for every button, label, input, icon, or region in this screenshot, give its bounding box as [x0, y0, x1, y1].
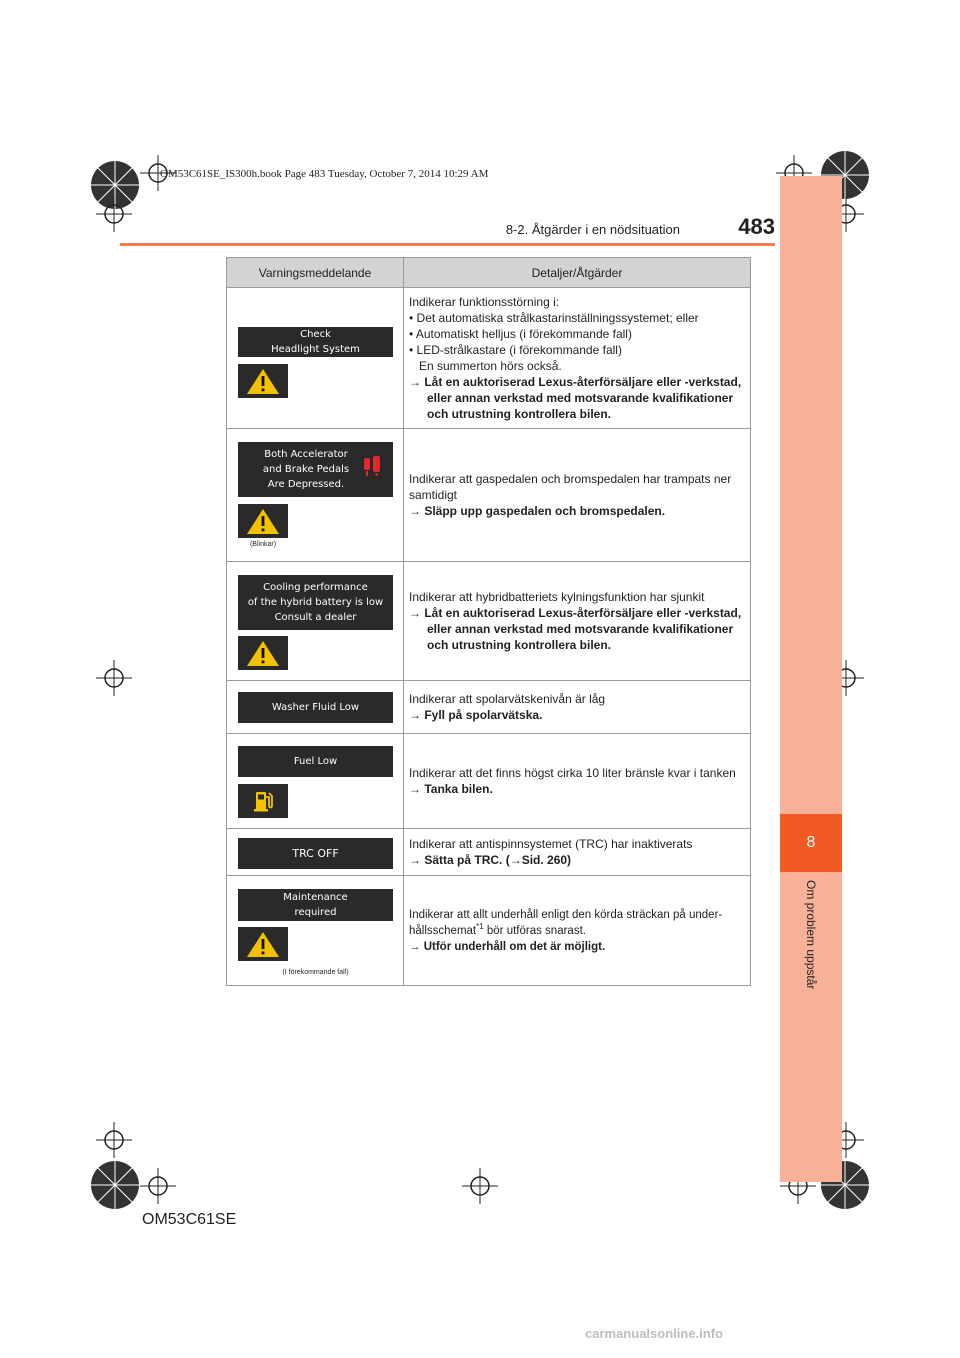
- display-message-line: Headlight System: [271, 344, 360, 355]
- page-number: 483: [738, 214, 775, 239]
- display-message-line: Are Depressed.: [267, 479, 345, 490]
- display-message-line: Both Accelerator: [264, 449, 348, 460]
- table-row: [227, 876, 751, 986]
- chapter-number-tab[interactable]: 8: [780, 814, 842, 872]
- chapter-title: Om problem uppstår: [804, 880, 818, 990]
- display-message: [238, 746, 393, 777]
- detail-action: → Utför underhåll om det är möjligt.: [409, 940, 606, 953]
- arrow-right-icon: →: [409, 940, 421, 953]
- warning-triangle-icon: [238, 364, 288, 398]
- display-message-line: Washer Fluid Low: [271, 702, 360, 713]
- warning-triangle-icon: [238, 927, 288, 961]
- details-cell: [404, 829, 751, 876]
- arrow-right-icon: →: [409, 853, 421, 867]
- chapter-title-tab[interactable]: [780, 880, 842, 1020]
- footnote-marker[interactable]: *1: [476, 921, 484, 931]
- warning-triangle-icon: [238, 636, 288, 670]
- display-message: [238, 442, 393, 497]
- details-cell: [404, 288, 751, 429]
- table-row: [227, 288, 751, 429]
- table-row: [227, 734, 751, 829]
- detail-action: → Låt en auktoriserad Lexus-återförsäljare eller -verkstad, eller annan verkstad med motsvarande kvalifikationer och utrustning kontrollera bilen.: [409, 375, 742, 421]
- crosshair-mark-icon: [140, 1168, 176, 1204]
- detail-bullet: • LED-strålkastare (i förekommande fall): [409, 342, 744, 358]
- page-reference-link[interactable]: Sid. 260): [521, 853, 572, 867]
- detail-text: Indikerar att antispinnsystemet (TRC) har inaktiverats: [409, 837, 693, 851]
- detail-text: En summerton hörs också.: [419, 359, 562, 373]
- display-message-line: Consult a dealer: [274, 612, 357, 623]
- display-message-line: and Brake Pedals: [262, 464, 350, 475]
- detail-action: → Låt en auktoriserad Lexus-återförsäljare eller -verkstad, eller annan verkstad med motsvarande kvalifikationer och utrustning kontrollera bilen.: [409, 606, 742, 652]
- pedals-icon: [361, 454, 383, 478]
- arrow-right-icon: →: [409, 782, 421, 796]
- display-message-line: Maintenance: [283, 892, 348, 903]
- detail-text: Indikerar att spolarvätskenivån är låg: [409, 692, 606, 706]
- details-cell: [404, 562, 751, 681]
- display-message-line: Check: [300, 329, 331, 340]
- crosshair-mark-icon: [96, 660, 132, 696]
- arrow-right-icon: →: [409, 375, 421, 389]
- crosshair-mark-icon: [462, 1168, 498, 1204]
- display-message-line: TRC OFF: [292, 847, 339, 860]
- crosshair-mark-icon: [96, 196, 132, 232]
- chapter-side-band: [780, 176, 842, 1182]
- details-cell: [404, 876, 751, 986]
- manual-code: OM53C61SE: [142, 1211, 237, 1228]
- detail-action: → Släpp upp gaspedalen och bromspedalen.: [409, 504, 666, 518]
- arrow-right-icon: →: [409, 606, 421, 620]
- warning-triangle-icon[interactable]: [238, 504, 288, 538]
- table-row: [227, 829, 751, 876]
- header-rule: [120, 243, 775, 246]
- warning-visual-cell: [227, 681, 404, 734]
- detail-text: Indikerar funktionsstörning i:: [409, 295, 560, 309]
- table-row: [227, 681, 751, 734]
- display-message: [238, 327, 393, 357]
- detail-text: Indikerar att hybridbatteriets kylningsfunktion har sjunkit: [409, 590, 705, 604]
- book-stamp: OM53C61SE_IS300h.book Page 483 Tuesday, October 7, 2014 10:29 AM: [160, 168, 489, 180]
- display-message: [238, 838, 393, 869]
- arrow-right-icon: →: [409, 708, 421, 722]
- warning-visual-cell: [227, 429, 404, 562]
- display-message: [238, 575, 393, 630]
- detail-bullet: • Det automatiska strålkastarinställningssystemet; eller: [409, 310, 744, 326]
- warning-visual-cell: [227, 288, 404, 429]
- display-message-line: of the hybrid battery is low: [247, 597, 384, 608]
- column-header-warning: Varningsmeddelande: [227, 258, 404, 288]
- detail-action: → Sätta på TRC. (→Sid. 260): [409, 853, 572, 867]
- detail-text: Indikerar att gaspedalen och bromspedalen har trampats ner samtidigt: [409, 472, 732, 502]
- indicator-note: (I förekommande fall): [282, 969, 349, 976]
- fuel-pump-icon: [238, 784, 288, 818]
- warning-visual-cell: [227, 734, 404, 829]
- display-message-line: Fuel Low: [293, 756, 338, 767]
- display-message: [238, 889, 393, 921]
- detail-text: Indikerar att det finns högst cirka 10 liter bränsle kvar i tanken: [409, 766, 736, 780]
- details-cell: [404, 734, 751, 829]
- arrow-right-icon: →: [409, 504, 421, 518]
- detail-text: Indikerar att allt underhåll enligt den körda sträckan på under-hållsschemat$^{*1}$ bör utföras snarast.: [409, 908, 723, 937]
- section-title: 8-2. Åtgärder i en nödsituation: [505, 222, 680, 237]
- warning-visual-cell: [227, 876, 404, 986]
- arrow-right-icon: →: [509, 853, 522, 867]
- detail-bullet: • Automatiskt helljus (i förekommande fall): [409, 326, 744, 342]
- warning-visual-cell: [227, 562, 404, 681]
- indicator-note: (Blinkar): [249, 541, 277, 548]
- display-message-line: Cooling performance: [263, 582, 368, 593]
- table-header-row: [227, 258, 751, 288]
- detail-action: → Fyll på spolarvätska.: [409, 708, 543, 722]
- display-message-line: required: [294, 907, 337, 918]
- detail-action: → Tanka bilen.: [409, 782, 493, 796]
- display-message: [238, 692, 393, 723]
- table-row: [227, 429, 751, 562]
- warning-message-table: [226, 257, 751, 986]
- crosshair-mark-icon: [96, 1122, 132, 1158]
- warning-visual-cell: [227, 829, 404, 876]
- site-watermark: carmanualsonline.info: [585, 1326, 723, 1341]
- column-header-details: Detaljer/Åtgärder: [404, 258, 751, 288]
- details-cell: [404, 429, 751, 562]
- details-cell: [404, 681, 751, 734]
- table-row: [227, 562, 751, 681]
